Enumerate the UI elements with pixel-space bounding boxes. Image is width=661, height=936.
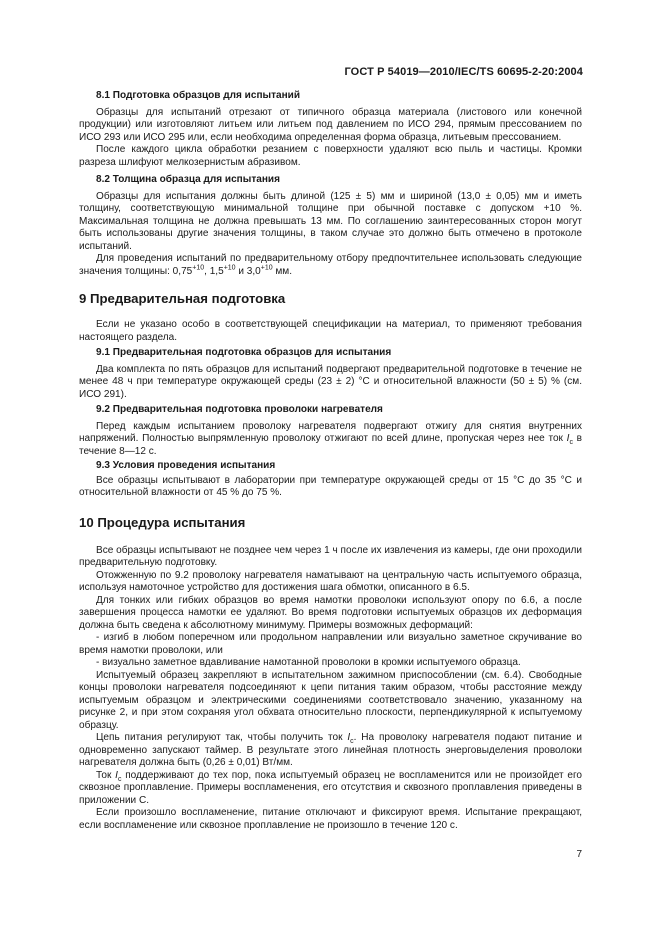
deformation-list-item: - изгиб в любом поперечном или продольном направлении или визуально заметное скручивание во время намотки проволоки, или [79, 632, 582, 656]
section-8-1-paragraph: После каждого цикла обработки резанием с поверхности удаляют всю пыль и частицы. Кромки разреза шлифуют мелкозернистым абразивом. [79, 144, 582, 168]
section-10-paragraph: Испытуемый образец закрепляют в испытательном зажимном приспособлении (см. 6.4). Свободные концы проволоки нагревателя подсоединяют к цепи питания таким образом, чтобы расстояние между испытуемым образцом и электрическими соединениями соответствовало значению, указанному на рисунке 2, и при этом сохраняя угол обхвата относительно плоскости, перпендикулярной к испытуемому образцу. [79, 669, 582, 731]
section-10-paragraph: Если произошло воспламенение, питание отключают и фиксируют время. Испытание прекращают, если воспламенение или сквозное проплавление не произошло в течение 120 с. [79, 807, 582, 831]
section-8-2-paragraph: Образцы для испытания должны быть длиной (125 ± 5) мм и шириной (13,0 ± 0,05) мм и иметь толщину, соответствующую минимальной толщине при обычной поставке с допуском +10 %. Максимальная толщина не должна превышать 13 мм. По соглашению заинтересованных сторон могут быть использованы другие значения толщины, в таком случае это должно быть отмечено в протоколе испытаний. [79, 190, 582, 252]
section-9-2-heading: 9.2 Предварительная подготовка проволоки нагревателя [96, 404, 383, 415]
standard-header: ГОСТ Р 54019—2010/IEC/TS 60695-2-20:2004 [344, 66, 583, 78]
section-10-paragraph: Все образцы испытывают не позднее чем через 1 ч после их извлечения из камеры, где они проходили предварительную подготовку. [79, 544, 582, 568]
page-number: 7 [576, 849, 582, 860]
section-10-paragraph: Для тонких или гибких образцов во время намотки проволоки используют опору по 6.6, а после завершения процесса намотки ее удаляют. Во время подготовки испытуемых образцов их деформация должна быть сведена к абсолютному минимуму. Примеры возможных деформаций: [79, 594, 582, 631]
section-8-2-thickness-paragraph: Для проведения испытаний по предварительному отбору предпочтительнее использовать следующие значения толщины: $0,75^{+10}$, $1,5^{+10}$ и $3,0^{+10}$ мм. [79, 253, 582, 277]
section-10-paragraph: Отожженную по 9.2 проволоку нагревателя наматывают на центральную часть испытуемого образца, используя намоточное устройство для достижения шага обмотки, описанного в 6.5. [79, 569, 582, 593]
section-9-paragraph: Если не указано особо в соответствующей спецификации на материал, то применяют требования настоящего раздела. [79, 319, 582, 343]
section-10-paragraph: Ток $I_c$ поддерживают до тех пор, пока испытуемый образец не воспламенится или не произойдет его сквозное проплавление. Примеры воспламенения, его отсутствия и сквозного проплавления приведены в приложении С. [79, 769, 582, 806]
section-10-heading: 10 Процедура испытания [79, 514, 246, 530]
section-9-1-paragraph: Два комплекта по пять образцов для испытаний подвергают предварительной подготовке в течение не менее 48 ч при температуре окружающей среды (23 ± 2) °С и относительной влажности (50 ± 5) % (см. ИСО 291). [79, 363, 582, 400]
section-9-1-heading: 9.1 Предварительная подготовка образцов для испытания [96, 347, 392, 358]
section-9-3-heading: 9.3 Условия проведения испытания [96, 460, 276, 471]
section-8-1-paragraph: Образцы для испытаний отрезают от типичного образца материала (листового или конечной продукции) или изготовляют литьем или литьем под давлением по ИСО 294, прямым прессованием по ИСО 293 или ИСО 295 или, если необходима определенная форма образца, литьевым прессованием. [79, 106, 582, 143]
section-10-paragraph: Цепь питания регулируют так, чтобы получить ток $I_c$. На проволоку нагревателя подают питание и одновременно запускают таймер. В результате этого линейная плотность энерговыделения проволоки нагревателя должна быть (0,26 ± 0,01) Вт/мм. [79, 732, 582, 768]
section-9-3-paragraph: Все образцы испытывают в лаборатории при температуре окружающей среды от 15 °С до 35 °С и относительной влажности от 45 % до 75 %. [79, 474, 582, 498]
section-8-1-heading: 8.1 Подготовка образцов для испытаний [96, 90, 301, 101]
section-9-2-paragraph: Перед каждым испытанием проволоку нагревателя подвергают отжигу для снятия внутренних напряжений. Полностью выпрямленную проволоку отжигают по всей длине, пропуская через нее ток $I_c$ в течение 8—12 с. [79, 420, 582, 457]
page-content [79, 90, 582, 832]
section-9-heading: 9 Предварительная подготовка [79, 291, 286, 306]
section-8-2-heading: 8.2 Толщина образца для испытания [96, 174, 280, 185]
deformation-list-item: - визуально заметное вдавливание намотанной проволоки в кромки испытуемого образца. [96, 657, 521, 668]
